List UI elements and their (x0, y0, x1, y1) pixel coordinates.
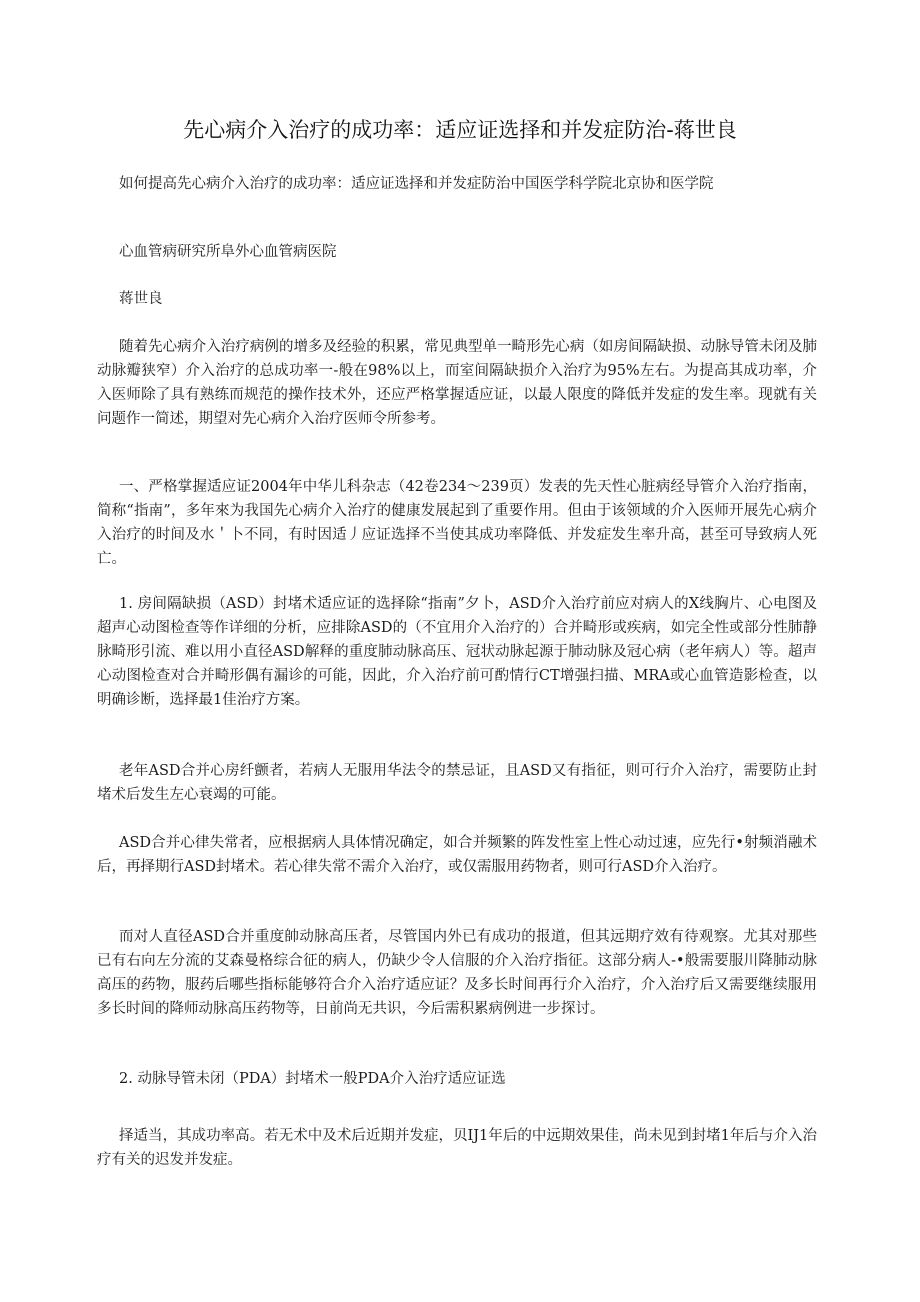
document-title: 先心病介入治疗的成功率：适应证选择和并发症防治-蒋世良 (183, 118, 737, 142)
paragraph-asd-arrhythmia: ASD合并心律失常者，应根据病人具体情况确定，如合并频繁的阵发性室上性心动过速，应先行•射频消融术后，再择期行ASD封堵术。若心律失常不需介入治疗，或仅需服用药物者，则可行ASD介入治疗。 (97, 835, 817, 875)
paragraph-section-1: 一、严格掌握适应证2004年中华儿科杂志（42卷234〜239页）发表的先天性心脏病经导管介入治疗指南，简称“指南”，多年來为我国先心病介入治疗的健康发展起到了重要作用。但由于该领域的介入医师开展先心病介入治疗的时间及水＇卜不同，有时因适丿应证选择不当使其成功率降低、并发症发生率升高，甚至可导致病人死亡。 (97, 479, 817, 567)
paragraph-pda-outcome: 择适当，其成功率高。若无术中及术后近期并发症，贝IJ1年后的中远期效果佳，尚未见到封堵1年后与介入治疗有关的迟发并发症。 (97, 1128, 817, 1168)
paragraph-author: 蒋世良 (119, 291, 163, 307)
paragraph-asd-indications: 1. 房间隔缺损（ASD）封堵术适应证的选择除“指南”夕卜，ASD介入治疗前应对病人的X线胸片、心电图及超声心动图检查等作详细的分析，应排除ASD的（不宜用介入治疗的）合并畸形或疾病，如完全性或部分性肺静脉畸形引流、难以用小直径ASD解释的重度肺动脉高压、冠状动脉起源于肺动脉及冠心病（老年病人）等。超声心动图检查对合并畸形偶有漏诊的可能，因此，介入治疗前可酌情行CT增强扫描、MRA或心血管造影检查，以明确诊断，选择最1佳治疗方案。 (97, 596, 817, 708)
paragraph-elderly-asd: 老年ASD合并心房纤颤者，若病人无服用华法令的禁忌证，且ASD又有指征，则可行介入治疗，需要防止封堵术后发生左心衰竭的可能。 (97, 763, 817, 803)
paragraph-intro: 随着先心病介入治疗病例的增多及经验的积累，常见典型单一畸形先心病（如房间隔缺损、动脉导管未闭及肺动脉瓣狭窄）介入治疗的总成功率一-般在98%以上，而室间隔缺损介入治疗为95%左右。为提高其成功率，介入医师除了具有熟练而规范的操作技术外，还应严格掌握适应证，以最人限度的降低并发症的发生率。现就有关问题作一简述，期望对先心病介入治疗医师令所参考。 (97, 339, 817, 427)
paragraph-asd-pulmonary-hypertension: 而对人直径ASD合并重度帥动脉高压者，尽管国内外已有成功的报道，但其远期疗效有待观察。尤其对那些已有右向左分流的艾森曼格综合征的病人，仍缺少令人信服的介入治疗指征。这部分病人-•般需要服川降肺动脉高压的药物，服药后哪些指标能够符合介入治疗适应证？及多长时间再行介入治疗，介入治疗后又需要继续服用多长时间的降师动脉高压药物等，日前尚无共识，今后需积累病例进一步探讨。 (97, 929, 817, 1017)
paragraph-affiliation: 如何提高先心病介入治疗的成功率：适应证选择和并发症防治中国医学科学院北京协和医学院 (119, 176, 714, 192)
paragraph-pda-heading: 2. 动脉导管未闭（PDA）封堵术一般PDA介入治疗适应证选 (119, 1071, 506, 1087)
paragraph-institute: 心血管病研究所阜外心血管病医院 (119, 244, 337, 260)
